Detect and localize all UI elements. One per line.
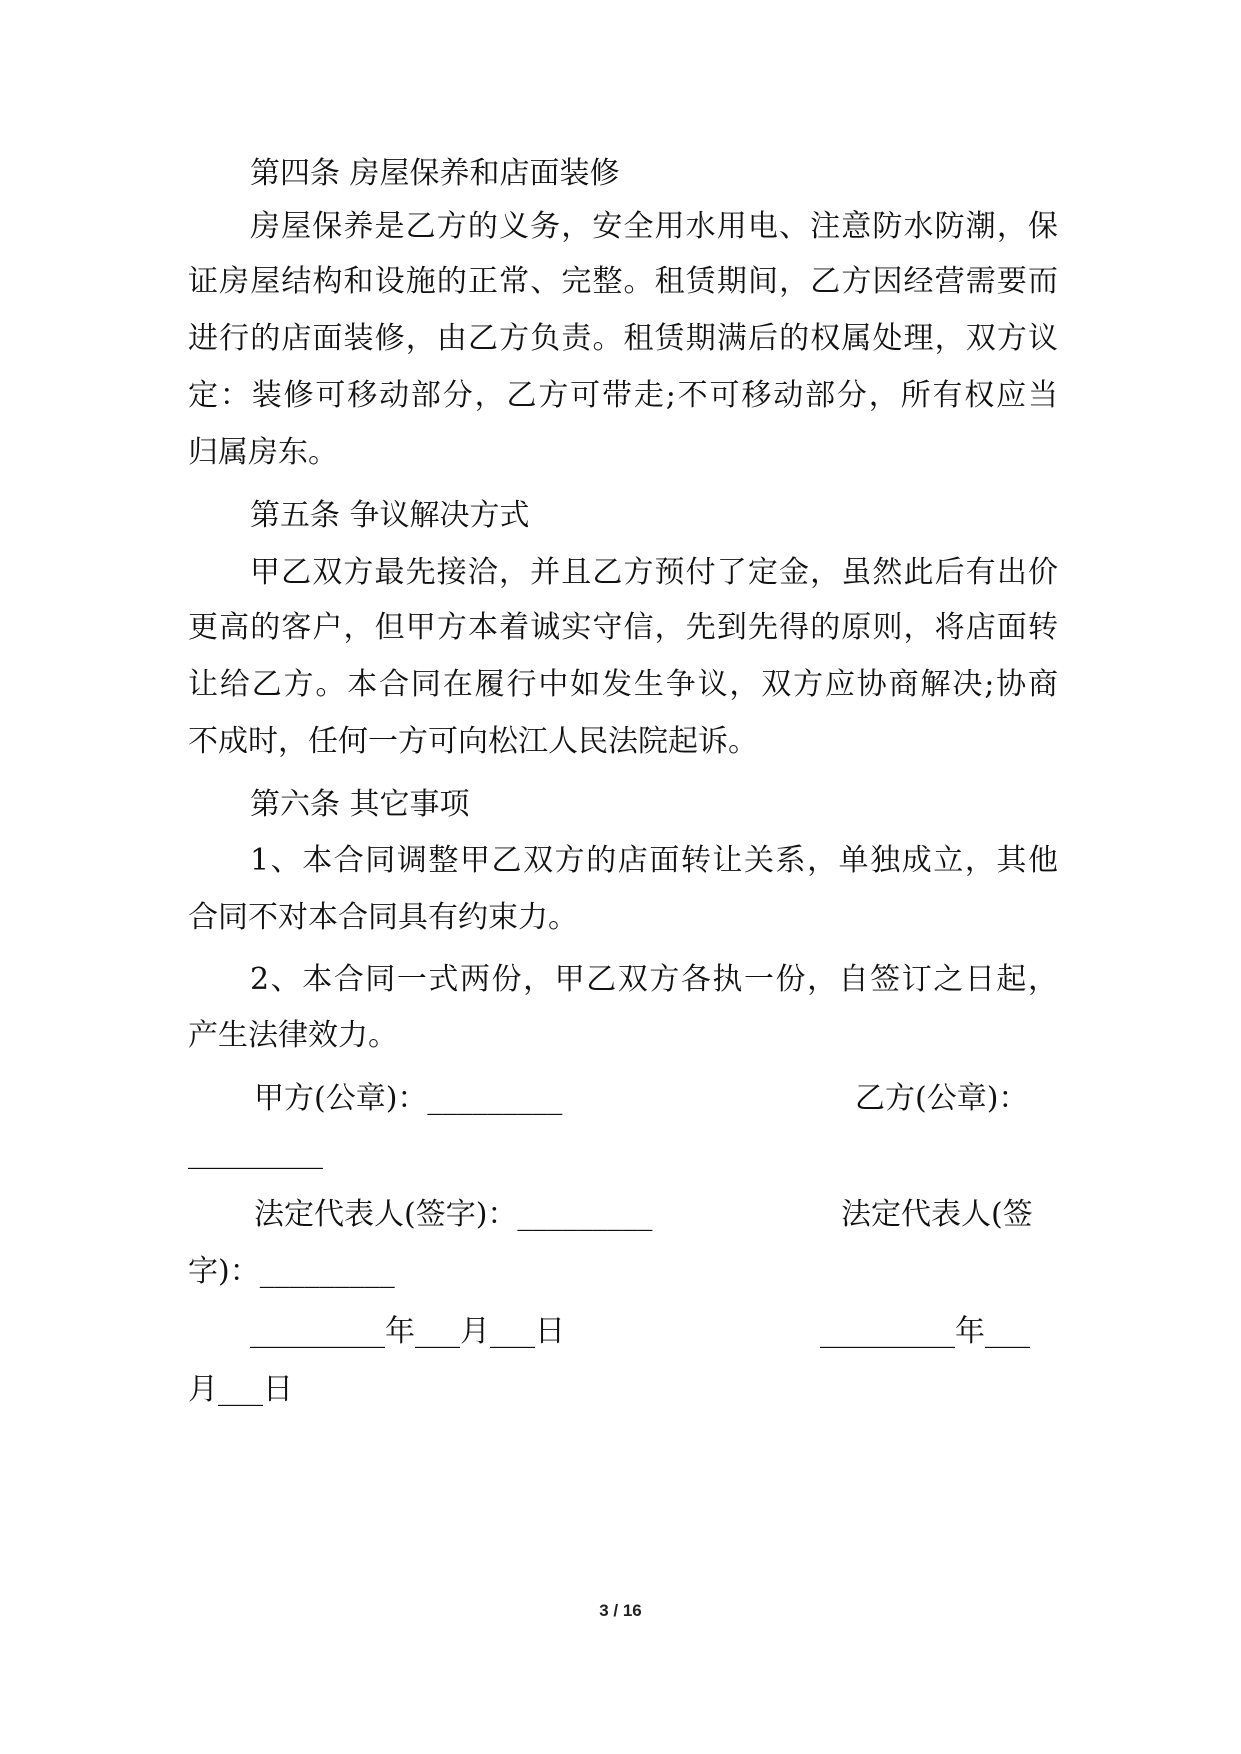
article-6-item-1-line-2: 合同不对本合同具有约束力。 bbox=[188, 900, 578, 935]
article-5-paragraph-line-2: 更高的客户，但甲方本着诚实守信，先到先得的原则，将店面转 bbox=[188, 610, 1058, 645]
party-b-representative-blank: 字)：_________ bbox=[188, 1254, 395, 1289]
article-4-paragraph-line-1: 房屋保养是乙方的义务，安全用水用电、注意防水防潮，保 bbox=[250, 209, 1058, 244]
article-4-paragraph-line-4: 定：装修可移动部分，乙方可带走;不可移动部分，所有权应当 bbox=[188, 378, 1058, 413]
article-4-heading: 第四条 房屋保养和店面装修 bbox=[250, 156, 620, 191]
article-6-item-2-line-1: 2、本合同一式两份，甲乙双方各执一份，自签订之日起， bbox=[250, 962, 1058, 997]
article-6-item-1-line-1: 1、本合同调整甲乙双方的店面转让关系，单独成立，其他 bbox=[250, 843, 1058, 878]
party-b-date-line: _________年___ bbox=[820, 1314, 1030, 1349]
article-4-paragraph-line-2: 证房屋结构和设施的正常、完整。租赁期间，乙方因经营需要而 bbox=[188, 264, 1058, 299]
article-4-paragraph-line-3: 进行的店面装修，由乙方负责。租赁期满后的权属处理，双方议 bbox=[188, 321, 1058, 356]
article-6-heading: 第六条 其它事项 bbox=[250, 787, 470, 822]
article-4-paragraph-line-5: 归属房东。 bbox=[188, 435, 338, 470]
party-a-seal-line: 甲方(公章)：_________ bbox=[254, 1081, 563, 1116]
party-a-representative-line: 法定代表人(签字)：_________ bbox=[254, 1197, 653, 1232]
party-b-seal-blank: _________ bbox=[188, 1135, 323, 1170]
article-6-item-2-line-2: 产生法律效力。 bbox=[188, 1018, 398, 1053]
page-number: 3 / 16 bbox=[599, 1601, 642, 1620]
article-5-paragraph-line-1: 甲乙双方最先接洽，并且乙方预付了定金，虽然此后有出价 bbox=[250, 555, 1058, 590]
article-5-paragraph-line-4: 不成时，任何一方可向松江人民法院起诉。 bbox=[188, 724, 758, 759]
article-5-paragraph-line-3: 让给乙方。本合同在履行中如发生争议，双方应协商解决;协商 bbox=[188, 667, 1058, 702]
article-5-heading: 第五条 争议解决方式 bbox=[250, 498, 530, 533]
party-b-seal-label: 乙方(公章)： bbox=[855, 1081, 1029, 1116]
party-b-date-continuation: 月___日 bbox=[188, 1372, 293, 1407]
party-a-date-line: _________年___月___日 bbox=[250, 1314, 565, 1349]
party-b-representative-label: 法定代表人(签 bbox=[841, 1197, 1033, 1232]
